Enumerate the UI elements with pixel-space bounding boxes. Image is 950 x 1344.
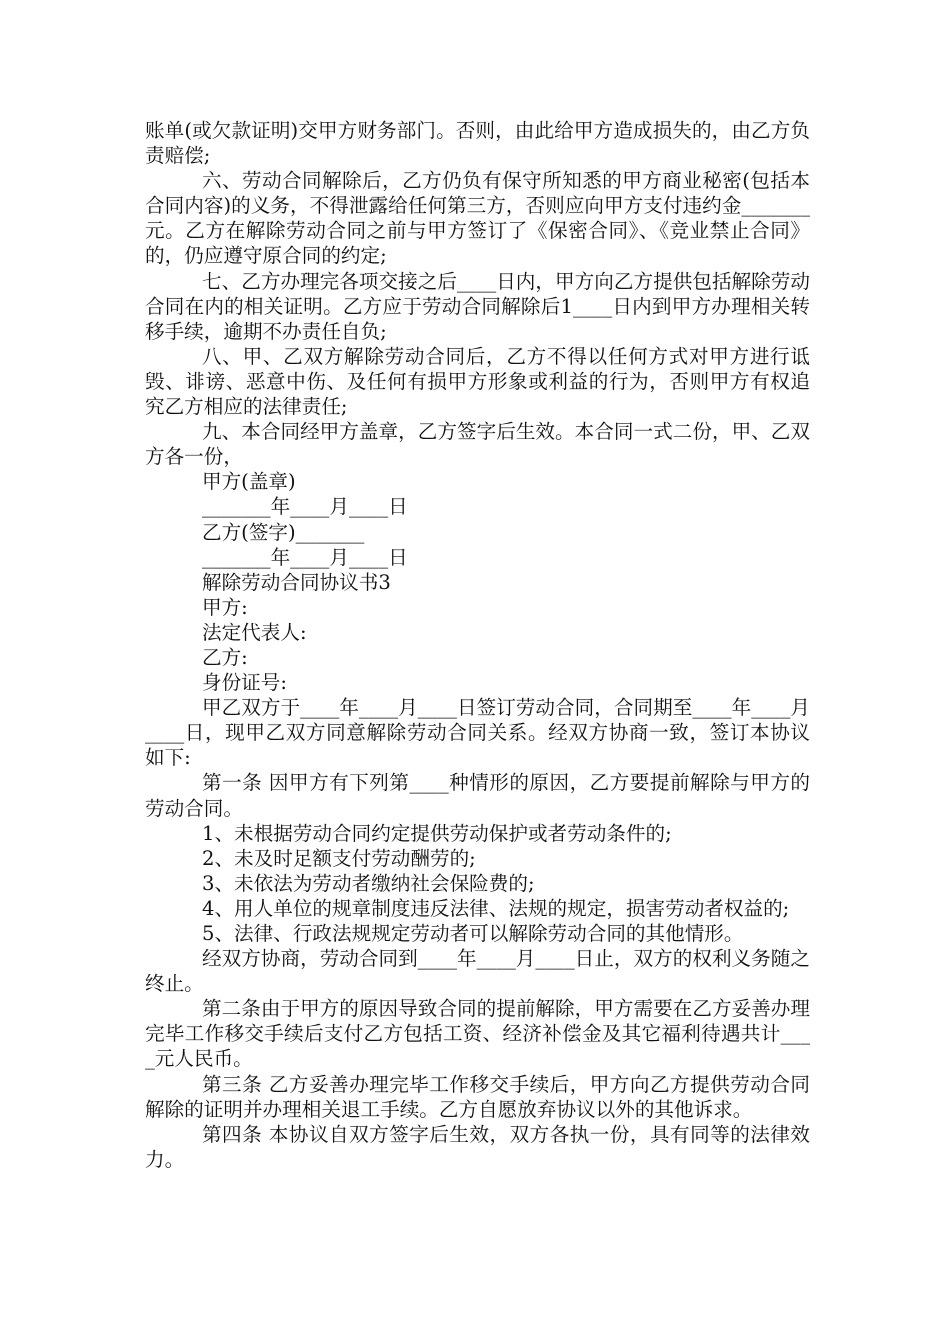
party-b-signature-line: 乙方(签字)_______: [202, 520, 365, 544]
party-b-label: 乙方:: [202, 645, 248, 669]
article-1-item-4: 4、用人单位的规章制度违反法律、法规的规定，损害劳动者权益的;: [202, 896, 790, 920]
clause-6: 六、劳动合同解除后，乙方仍负有保守所知悉的甲方商业秘密(包括本合同内容)的义务，不得泄露给任何第三方，否则应向甲方支付违约金_______元。乙方在解除劳动合同之前与甲方签订了《保密合同》、《竞业禁止合同》的，仍应遵守原合同的约定;: [145, 169, 810, 268]
paragraph-continuation: 账单(或欠款证明)交甲方财务部门。否则，由此给甲方造成损失的，由乙方负责赔偿;: [145, 119, 810, 168]
agreement-title: 解除劳动合同协议书3: [202, 570, 391, 594]
party-a-label: 甲方:: [202, 595, 248, 619]
id-number-label: 身份证号:: [202, 671, 287, 695]
party-a-seal-line: 甲方(盖章): [202, 470, 296, 494]
clause-9: 九、本合同经甲方盖章，乙方签字后生效。本合同一式二份，甲、乙双方各一份，: [145, 420, 810, 469]
termination-paragraph: 经双方协商，劳动合同到____年____月____日止，双方的权利义务随之终止。: [145, 947, 810, 996]
party-a-date-line: _______年____月____日: [202, 495, 408, 519]
article-3: 第三条 乙方妥善办理完毕工作移交手续后，甲方向乙方提供劳动合同解除的证明并办理相关退工手续。乙方自愿放弃协议以外的其他诉求。: [145, 1072, 810, 1121]
document-page: [145, 118, 810, 1172]
article-1: 第一条 因甲方有下列第____种情形的原因，乙方要提前解除与甲方的劳动合同。: [145, 771, 810, 820]
article-1-item-5: 5、法律、行政法规规定劳动者可以解除劳动合同的其他情形。: [202, 922, 744, 945]
clause-8: 八、甲、乙双方解除劳动合同后，乙方不得以任何方式对甲方进行诋毁、诽谤、恶意中伤、及任何有损甲方形象或利益的行为，否则甲方有权追究乙方相应的法律责任;: [145, 344, 810, 419]
legal-representative-label: 法定代表人:: [202, 620, 307, 644]
article-1-item-3: 3、未依法为劳动者缴纳社会保险费的;: [202, 871, 535, 895]
article-4: 第四条 本协议自双方签字后生效，双方各执一份，具有同等的法律效力。: [145, 1122, 810, 1171]
agreement-intro: 甲乙双方于____年____月____日签订劳动合同，合同期至____年____月____日，现甲乙双方同意解除劳动合同关系。经双方协商一致，签订本协议如下:: [145, 696, 810, 770]
article-1-item-1: 1、未根据劳动合同约定提供劳动保护或者劳动条件的;: [202, 821, 672, 845]
article-2: 第二条由于甲方的原因导致合同的提前解除，甲方需要在乙方妥善办理完毕工作移交手续后支付乙方包括工资、经济补偿金及其它福利待遇共计____元人民币。: [145, 997, 810, 1071]
party-b-date-line: _______年____月____日: [202, 545, 408, 569]
clause-7: 七、乙方办理完各项交接之后____日内，甲方向乙方提供包括解除劳动合同在内的相关证明。乙方应于劳动合同解除后1____日内到甲方办理相关转移手续，逾期不办责任自负;: [145, 269, 810, 343]
article-1-item-2: 2、未及时足额支付劳动酬劳的;: [202, 846, 476, 870]
